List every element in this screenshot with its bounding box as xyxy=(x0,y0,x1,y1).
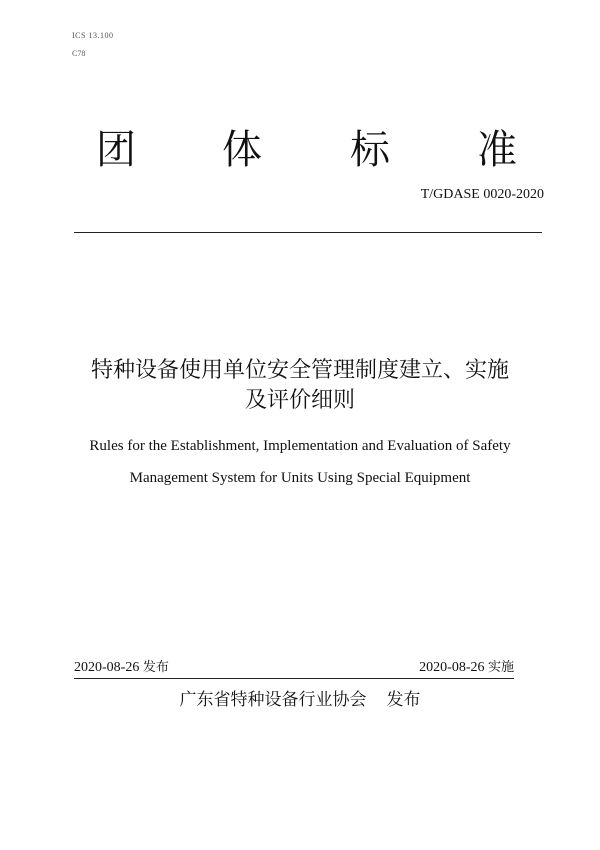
implementation-date xyxy=(419,659,514,677)
ccs-code: C78 xyxy=(72,49,86,58)
publisher-name: 广东省特种设备行业协会 xyxy=(179,690,367,710)
publisher-action: 发布 xyxy=(386,690,421,710)
issue-date xyxy=(74,659,169,677)
issue-date-label: 发布 xyxy=(142,660,169,675)
title-char-3: 标 xyxy=(350,127,390,173)
publisher xyxy=(0,688,600,712)
title-char-1: 团 xyxy=(96,127,136,173)
standard-number: T/GDASE 0020-2020 xyxy=(420,187,544,202)
implementation-date-value: 2020-08-26 xyxy=(419,660,485,675)
issue-date-value: 2020-08-26 xyxy=(74,660,140,675)
document-type-title xyxy=(0,126,600,174)
chinese-title-line-1: 特种设备使用单位安全管理制度建立、实施 xyxy=(90,358,509,383)
header-divider xyxy=(74,232,542,233)
title-char-4: 准 xyxy=(477,127,517,173)
chinese-title-line-2: 及评价细则 xyxy=(244,388,355,413)
english-title-line-2: Management System for Units Using Special Equipment xyxy=(129,470,471,486)
ics-code: ICS 13.100 xyxy=(72,31,114,40)
date-divider xyxy=(74,678,514,679)
implementation-date-label: 实施 xyxy=(487,660,514,675)
title-char-2: 体 xyxy=(222,127,262,173)
english-title-line-1: Rules for the Establishment, Implementation and Evaluation of Safety xyxy=(89,438,511,454)
